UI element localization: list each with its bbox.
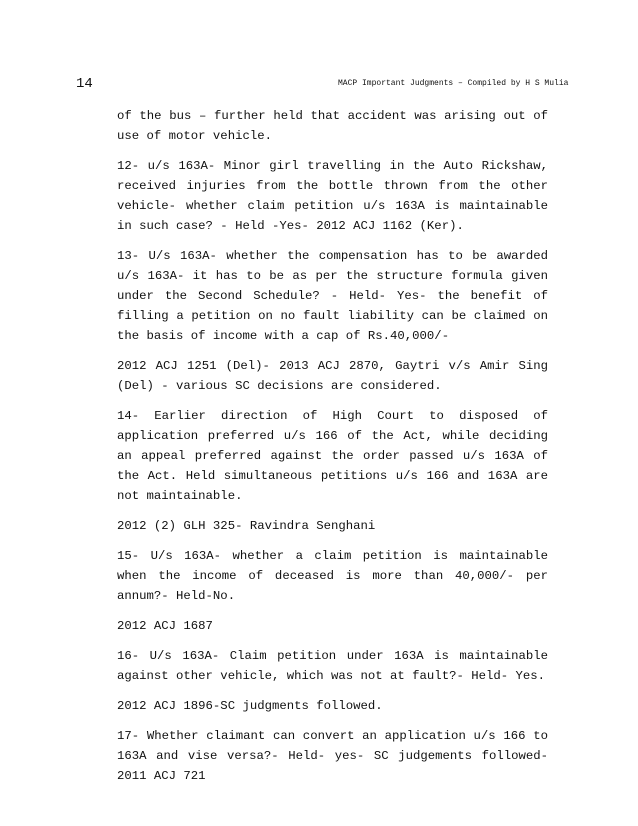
citation-item-15: 2012 ACJ 1687 <box>117 619 213 633</box>
paragraph-item-13: 13- U/s 163A- whether the compensation has to be awarded u/s 163A- it has to be as per the structure formula given under the Second Schedule? - Held- Yes- the benefit of filling a petition on no fault liability can be claimed on the basis of income with a cap of Rs.40,000/- <box>117 249 548 343</box>
paragraph-item-12: 12- u/s 163A- Minor girl travelling in the Auto Rickshaw, received injuries from the bottle thrown from the other vehicle- whether claim petition u/s 163A is maintainable in such case? - Held -Yes- 2012 ACJ 1162 (Ker). <box>117 159 548 233</box>
document-body <box>117 106 548 796</box>
paragraph-continuation: of the bus – further held that accident was arising out of use of motor vehicle. <box>117 109 548 143</box>
running-header: MACP Important Judgments – Compiled by H S Mulia <box>338 79 569 88</box>
paragraph-item-14: 14- Earlier direction of High Court to disposed of application preferred u/s 166 of the Act, while deciding an appeal preferred against the order passed u/s 163A of the Act. Held simultaneous petitions u/s 166 and 163A are not maintainable. <box>117 409 548 503</box>
page-number: 14 <box>76 76 93 92</box>
paragraph-item-17: 17- Whether claimant can convert an application u/s 166 to 163A and vise versa?- Held- yes- SC judgements followed- 2011 ACJ 721 <box>117 729 548 783</box>
citation-item-16: 2012 ACJ 1896-SC judgments followed. <box>117 699 383 713</box>
paragraph-item-15: 15- U/s 163A- whether a claim petition is maintainable when the income of deceased is more than 40,000/- per annum?- Held-No. <box>117 549 548 603</box>
citation-item-14: 2012 (2) GLH 325- Ravindra Senghani <box>117 519 376 533</box>
paragraph-item-16: 16- U/s 163A- Claim petition under 163A is maintainable against other vehicle, which was not at fault?- Held- Yes. <box>117 649 548 683</box>
citation-item-13: 2012 ACJ 1251 (Del)- 2013 ACJ 2870, Gaytri v/s Amir Sing (Del) - various SC decisions are considered. <box>117 359 548 393</box>
